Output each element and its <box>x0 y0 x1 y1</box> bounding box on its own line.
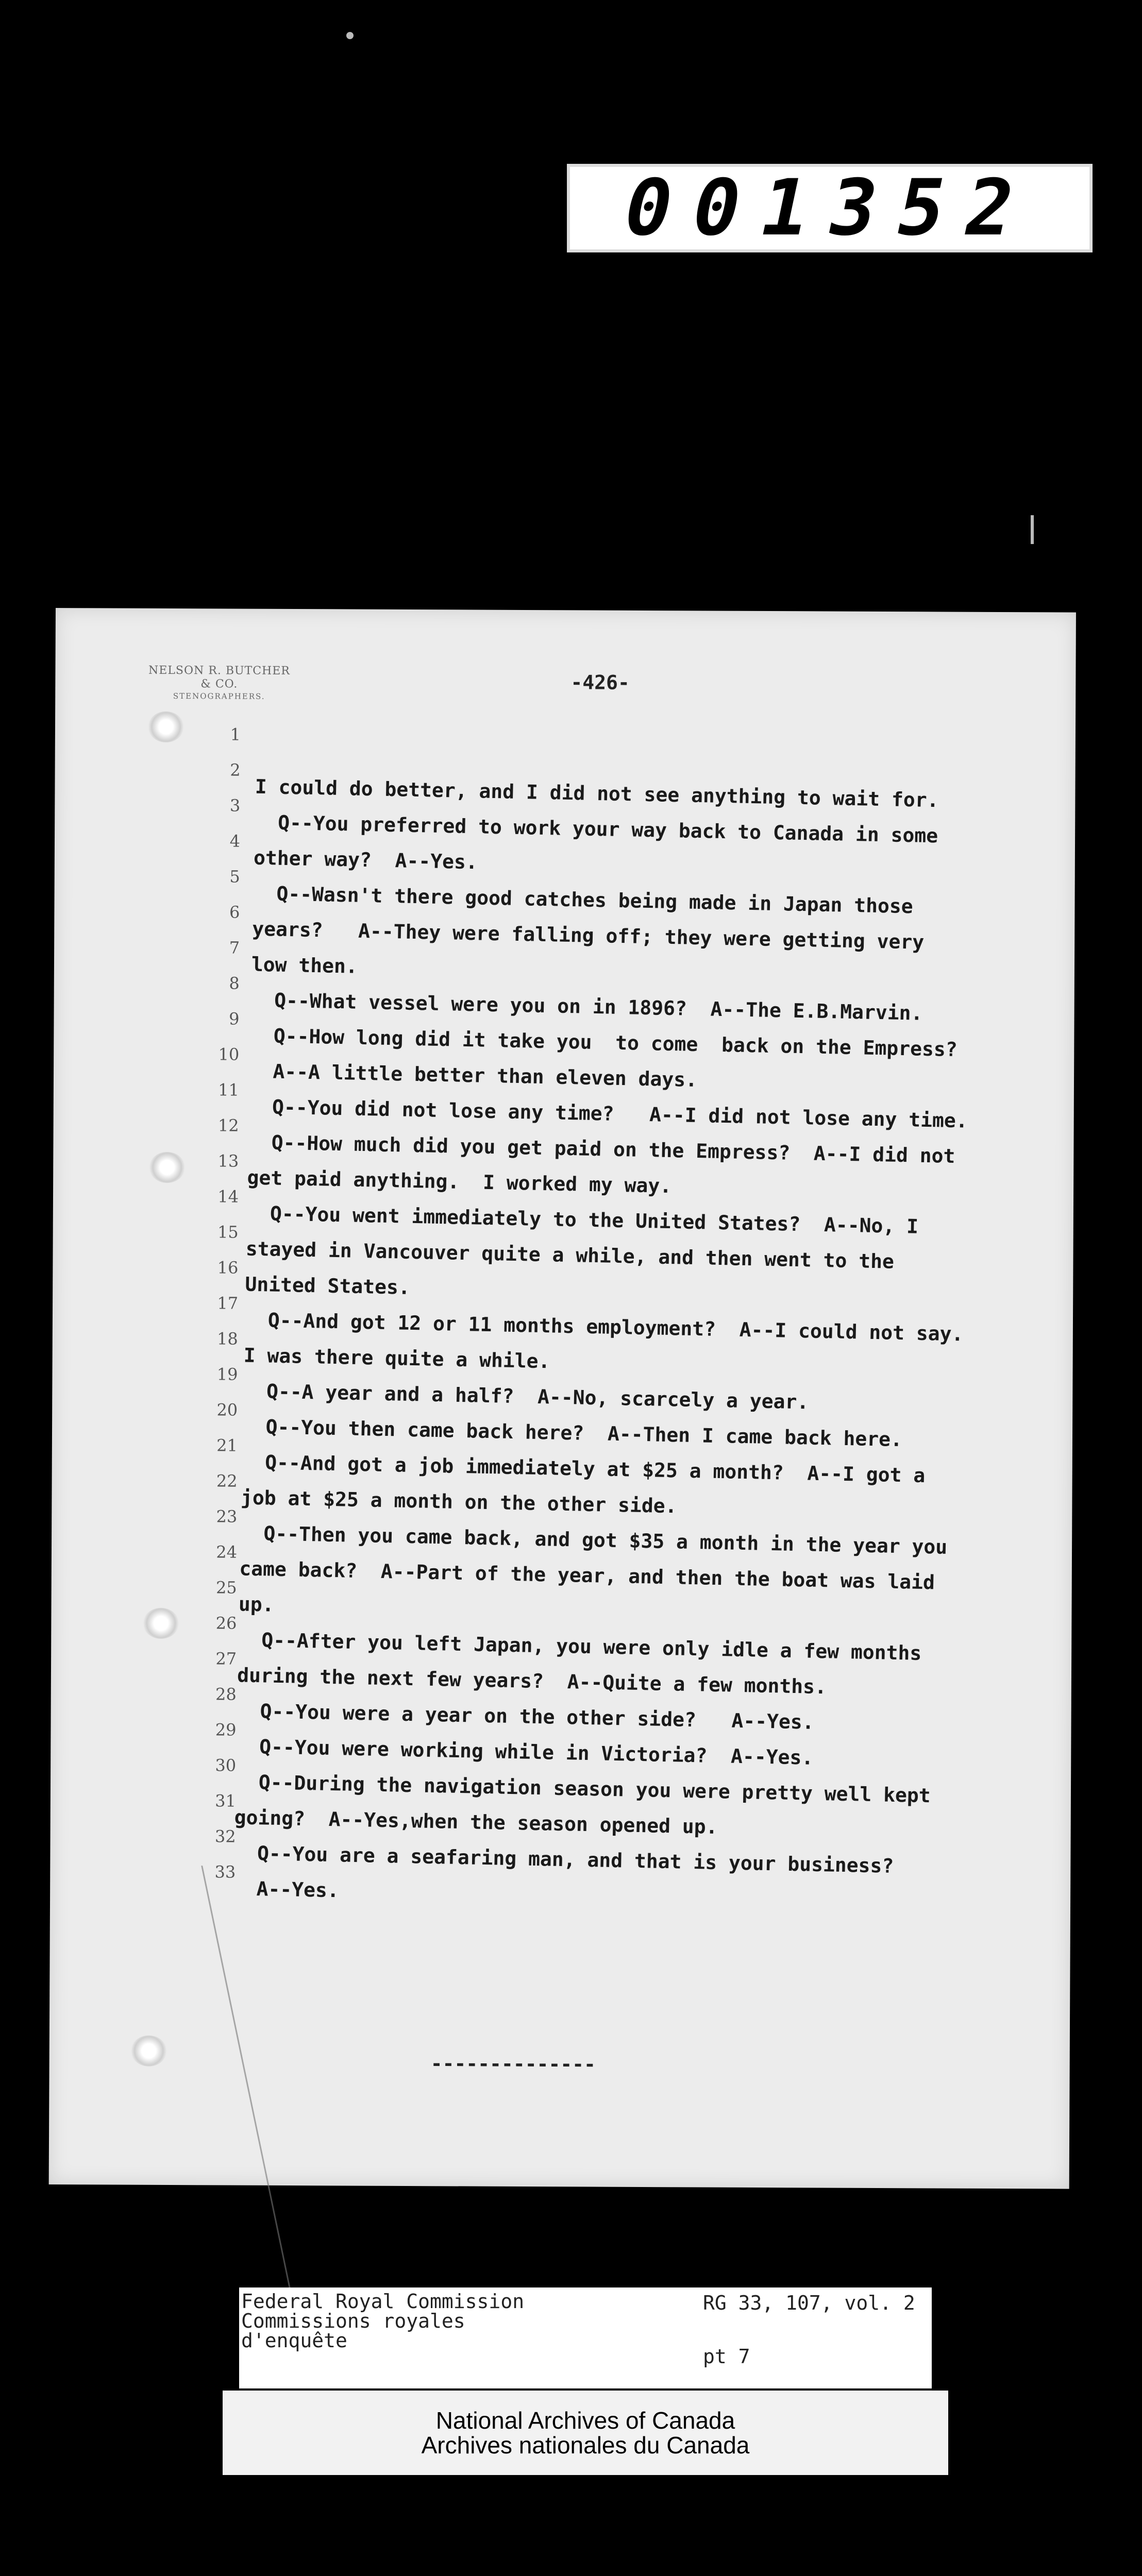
punch-hole <box>149 1152 185 1183</box>
transcript-line: up. <box>238 1592 275 1616</box>
transcript-line: stayed in Vancouver quite a while, and then went to the <box>245 1237 895 1273</box>
transcript-line: Q--You are a seafaring man, and that is your business? <box>233 1841 894 1877</box>
closing-rule: -------------- <box>430 2052 596 2076</box>
transcript-line: other way? A--Yes. <box>253 846 478 874</box>
letterhead-name: NELSON R. BUTCHER & CO. <box>148 664 290 691</box>
line-number: 12 <box>217 1115 239 1136</box>
line-number: 7 <box>229 938 240 958</box>
pencil-mark <box>201 1866 322 2289</box>
transcript-line: during the next few years? A--Quite a few months. <box>237 1664 827 1699</box>
record-group-reference: RG 33, 107, vol. 2 <box>703 2292 915 2314</box>
transcript-line: Q--And got a job immediately at $25 a month? A--I got a <box>241 1450 926 1487</box>
line-number: 10 <box>218 1044 240 1064</box>
line-number: 25 <box>215 1578 237 1598</box>
transcript-line: going? A--Yes,when the season opened up. <box>234 1806 718 1839</box>
transcript-line: Q--You then came back here? A--Then I came back here. <box>242 1415 903 1451</box>
transcript-line: I could do better, and I did not see anything to wait for. <box>255 775 939 812</box>
line-number: 2 <box>230 760 241 780</box>
transcript-line: Q--You did not lose any time? A--I did not lose any time. <box>248 1095 968 1132</box>
part-number: pt 7 <box>703 2345 750 2368</box>
collection-line-2: Commissions royales <box>241 2310 465 2332</box>
transcript-line: came back? A--Part of the year, and then the boat was laid <box>239 1557 935 1594</box>
archives-name-french: Archives nationales du Canada <box>421 2432 750 2459</box>
line-number: 24 <box>216 1542 238 1562</box>
line-number: 14 <box>217 1187 239 1207</box>
line-number: 22 <box>216 1471 238 1491</box>
line-number: 20 <box>216 1400 238 1420</box>
line-number: 18 <box>217 1329 238 1349</box>
catalog-collection <box>241 2292 524 2350</box>
transcript-line: Q--A year and a half? A--No, scarcely a year. <box>242 1379 809 1414</box>
transcript-line: Q--During the navigation season you were pretty well kept <box>234 1770 931 1807</box>
document-page <box>49 608 1076 2189</box>
line-number: 3 <box>229 795 241 816</box>
transcript-line: Q--You were a year on the other side? A--Yes. <box>236 1699 815 1734</box>
line-number: 9 <box>229 1009 240 1029</box>
transcript-line: Q--How long did it take you to come back on the Empress? <box>249 1024 958 1061</box>
frame-number-plate <box>567 164 1093 252</box>
line-number: 4 <box>229 831 241 851</box>
catalog-label <box>239 2287 932 2388</box>
transcript-line: years? A--They were falling off; they were getting very <box>251 917 925 954</box>
transcript-line: Q--You were working while in Victoria? A--Yes. <box>236 1735 814 1769</box>
line-number: 19 <box>216 1364 238 1384</box>
transcript-line: A--Yes. <box>232 1877 340 1902</box>
line-number: 30 <box>215 1755 237 1775</box>
line-number: 15 <box>217 1222 239 1242</box>
transcript-line: low then. <box>251 953 358 978</box>
punch-hole <box>143 1608 179 1639</box>
line-number: 17 <box>217 1293 239 1313</box>
line-number: 31 <box>215 1791 236 1811</box>
punch-hole <box>131 2036 167 2066</box>
transcript-line: United States. <box>245 1273 411 1299</box>
transcript-text <box>232 734 1070 1923</box>
transcript-line: job at $25 a month on the other side. <box>240 1486 677 1518</box>
film-speck <box>1031 515 1034 544</box>
line-number: 29 <box>215 1720 237 1740</box>
transcript-line: Q--What vessel were you on in 1896? A--The E.B.Marvin. <box>250 988 923 1025</box>
transcript-line: Q--You went immediately to the United States? A--No, I <box>246 1201 919 1238</box>
line-number: 6 <box>229 902 240 922</box>
transcript-line: Q--How much did you get paid on the Empress? A--I did not <box>247 1130 955 1168</box>
transcript-line: Q--After you left Japan, you were only idle a few months <box>238 1628 922 1665</box>
line-number: 21 <box>216 1435 238 1455</box>
line-number-column <box>194 717 241 1890</box>
line-number: 1 <box>230 724 241 744</box>
transcript-line: get paid anything. I worked my way. <box>247 1166 672 1198</box>
line-number: 23 <box>216 1506 238 1527</box>
page-number: -426- <box>570 671 630 694</box>
line-number: 5 <box>229 867 240 887</box>
line-number: 13 <box>217 1151 239 1171</box>
transcript-line: A--A little better than eleven days. <box>249 1059 698 1092</box>
line-number: 27 <box>215 1649 237 1669</box>
film-speck <box>346 32 354 39</box>
line-number: 16 <box>217 1258 239 1278</box>
transcript-line: Q--And got 12 or 11 months employment? A--I could not say. <box>244 1308 964 1346</box>
letterhead-subtitle: STENOGRAPHERS. <box>173 691 265 701</box>
archives-banner <box>223 2391 948 2475</box>
transcript-line: Q--Wasn't there good catches being made in Japan those <box>253 882 914 918</box>
line-number: 33 <box>214 1862 236 1882</box>
punch-hole <box>148 711 184 742</box>
collection-line-3: d'enquête <box>241 2329 347 2352</box>
letterhead <box>142 664 296 701</box>
line-number: 28 <box>215 1684 237 1704</box>
collection-line-1: Federal Royal Commission <box>241 2290 525 2313</box>
archives-name-english: National Archives of Canada <box>435 2407 735 2434</box>
line-number: 26 <box>215 1613 237 1633</box>
line-number: 8 <box>229 973 240 993</box>
transcript-line: Q--You preferred to work your way back to Canada in some <box>254 810 938 848</box>
line-number: 32 <box>214 1826 236 1846</box>
line-number: 11 <box>218 1080 240 1100</box>
transcript-line: Q--Then you came back, and got $35 a month in the year you <box>240 1521 948 1558</box>
transcript-line: I was there quite a while. <box>243 1344 550 1373</box>
frame-number: 001352 <box>615 163 1044 253</box>
